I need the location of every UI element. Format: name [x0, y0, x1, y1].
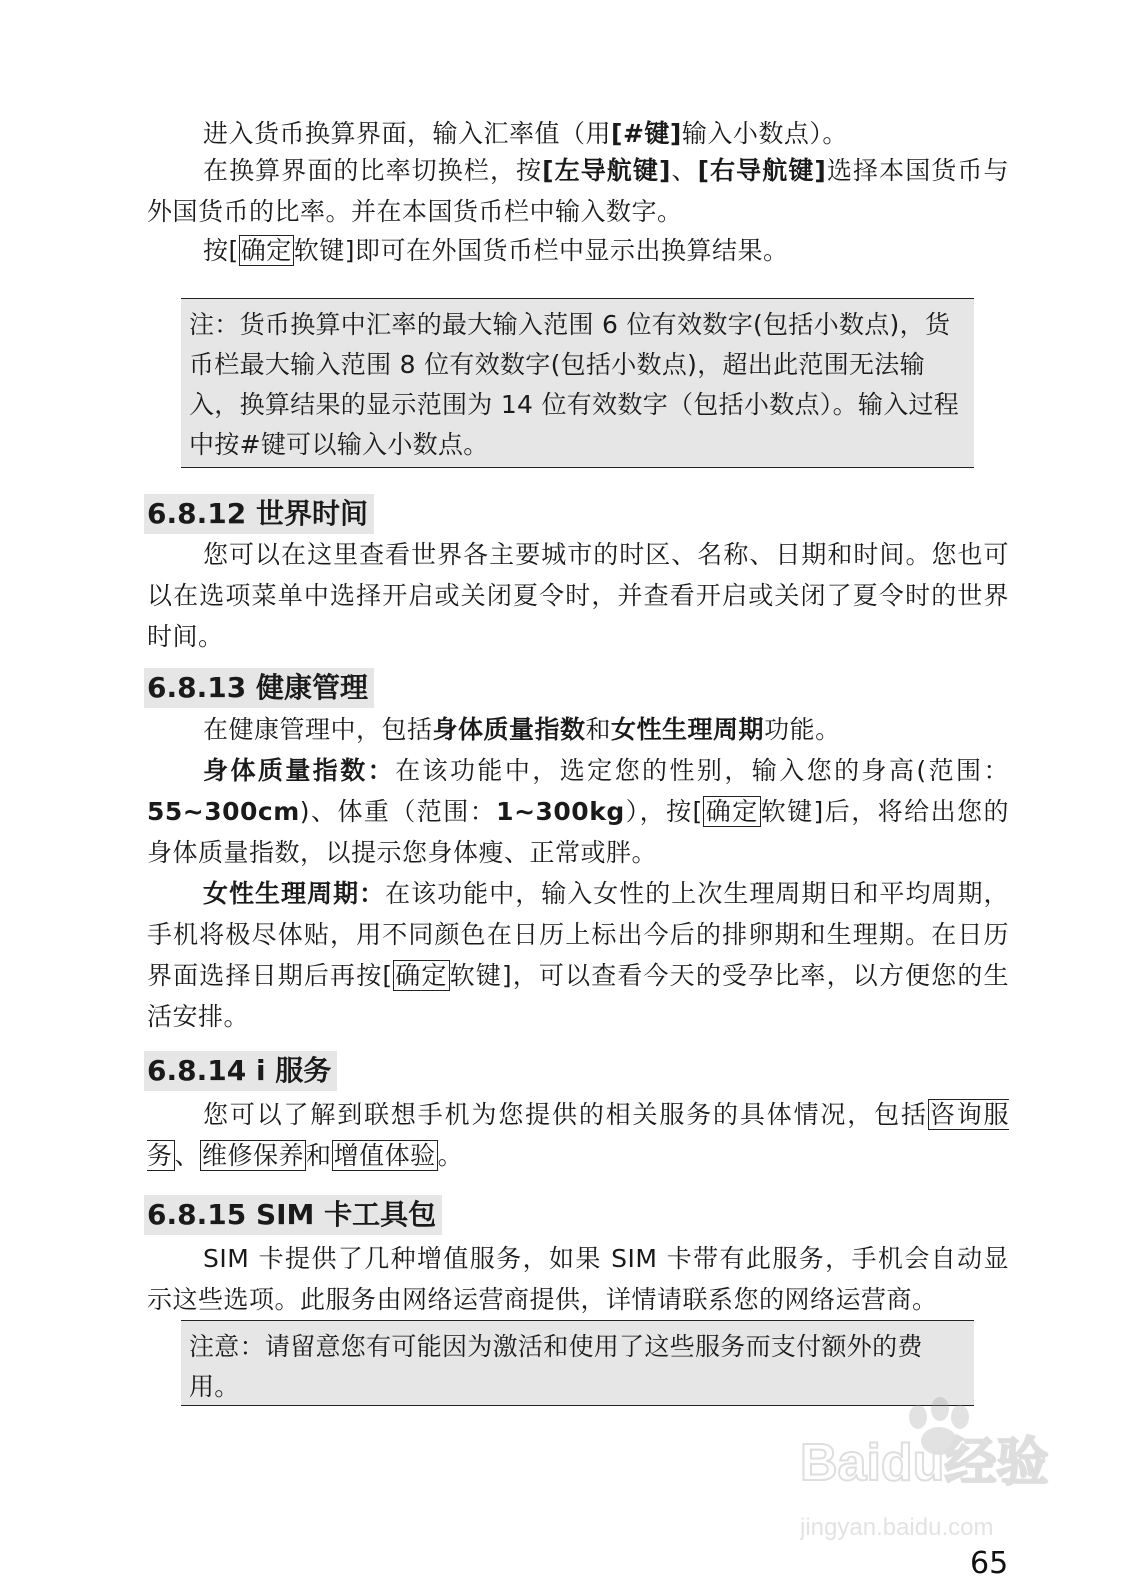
section-heading-sim-toolkit: 6.8.15 SIM 卡工具包 [144, 1195, 442, 1235]
text: 软键]后，将给出您的身体质量指数，以提示您身体瘦、正常或胖。 [147, 797, 1009, 867]
text: 功能。 [764, 715, 841, 744]
baidu-jingyan-watermark [800, 1395, 1080, 1545]
weight-range: 1~300kg [496, 797, 625, 826]
intro-paragraph-3 [147, 230, 1009, 271]
text: ），按[ [624, 797, 703, 826]
text: 在该功能中，选定您的性别，输入您的身高(范围： [395, 756, 1009, 785]
page-number: 65 [970, 1546, 1009, 1581]
text: 软键]即可在外国货币栏中显示出换算结果。 [293, 236, 789, 265]
note-box-sim [181, 1320, 974, 1406]
health-paragraph-cycle [147, 873, 1009, 1037]
health-paragraph-1 [147, 709, 1009, 750]
intro-paragraph-1 [147, 113, 1009, 154]
left-nav-key-label: [左导航键] [542, 156, 671, 185]
health-paragraph-bmi [147, 750, 1009, 873]
confirm-softkey-label: 确定 [394, 961, 448, 990]
height-range: 55~300cm [147, 797, 300, 826]
paw-logo-icon [800, 1395, 1080, 1545]
text: 在健康管理中，包括 [203, 715, 433, 744]
text: 软键]，可以查看今天的受孕比率，以方便您的生活安排。 [147, 961, 1009, 1031]
text: 进入货币换算界面，输入汇率值（用 [203, 119, 612, 148]
text: 和 [585, 715, 612, 744]
text: 在该功能中，输入女性的上次生理周期日和平均周期，手机将极尽体贴，用不同颜色在日历上标出今后的排卵期和生理期。在日历界面选择日期后再按[ [147, 879, 1009, 990]
right-nav-key-label: [右导航键] [697, 156, 827, 185]
note-text: 注：货币换算中汇率的最大输入范围 6 位有效数字(包括小数点)，货币栏最大输入范围 8 位有效数字(包括小数点)，超出此范围无法输入，换算结果的显示范围为 14 位有效数字（包括小数点）。输入过程中按#键可以输入小数点。 [189, 310, 960, 459]
note-text: 注意：请留意您有可能因为激活和使用了这些服务而支付额外的费用。 [189, 1332, 923, 1401]
text: 按[ [203, 236, 239, 265]
confirm-softkey-label: 确定 [704, 797, 759, 826]
sim-toolkit-paragraph: SIM 卡提供了几种增值服务，如果 SIM 卡带有此服务，手机会自动显示这些选项。此服务由网络运营商提供，详情请联系您的网络运营商。 [147, 1244, 1009, 1314]
bmi-label: 身体质量指数 [432, 715, 586, 744]
text: 选择本国货币与外国货币的比率。并在本国货币栏中输入数字。 [147, 156, 1009, 226]
section-heading-health: 6.8.13 健康管理 [144, 668, 374, 708]
text: 输入小数点）。 [681, 119, 848, 148]
watermark-url: jingyan.baidu.com [800, 1514, 994, 1541]
text: 和 [306, 1141, 332, 1170]
hash-key-label: [#键] [611, 119, 682, 148]
bmi-term: 身体质量指数： [203, 756, 396, 785]
text: 您可以了解到联想手机为您提供的相关服务的具体情况，包括 [203, 1100, 928, 1129]
value-added-label: 增值体验 [333, 1141, 436, 1170]
repair-label: 维修保养 [202, 1141, 305, 1170]
cycle-label: 女性生理周期 [611, 715, 765, 744]
i-service-paragraph [147, 1094, 1009, 1176]
watermark-brand: Baidu经验 [800, 1434, 1049, 1492]
text: )、体重（范围： [299, 797, 497, 826]
note-box-currency [181, 298, 974, 468]
text: 。 [437, 1141, 464, 1170]
text: 、 [174, 1141, 201, 1170]
intro-paragraph-2 [147, 150, 1009, 232]
confirm-softkey-label: 确定 [240, 236, 292, 265]
section-heading-world-time: 6.8.12 世界时间 [144, 494, 374, 534]
consult-service-label: 咨询服务 [147, 1100, 1009, 1170]
cycle-term: 女性生理周期： [203, 879, 386, 908]
world-time-paragraph: 您可以在这里查看世界各主要城市的时区、名称、日期和时间。您也可以在选项菜单中选择开启或关闭夏令时，并查看开启或关闭了夏令时的世界时间。 [147, 540, 1009, 651]
text: 、 [670, 156, 698, 185]
section-heading-i-service: 6.8.14 i 服务 [144, 1051, 337, 1091]
text: 在换算界面的比率切换栏，按 [203, 156, 543, 185]
